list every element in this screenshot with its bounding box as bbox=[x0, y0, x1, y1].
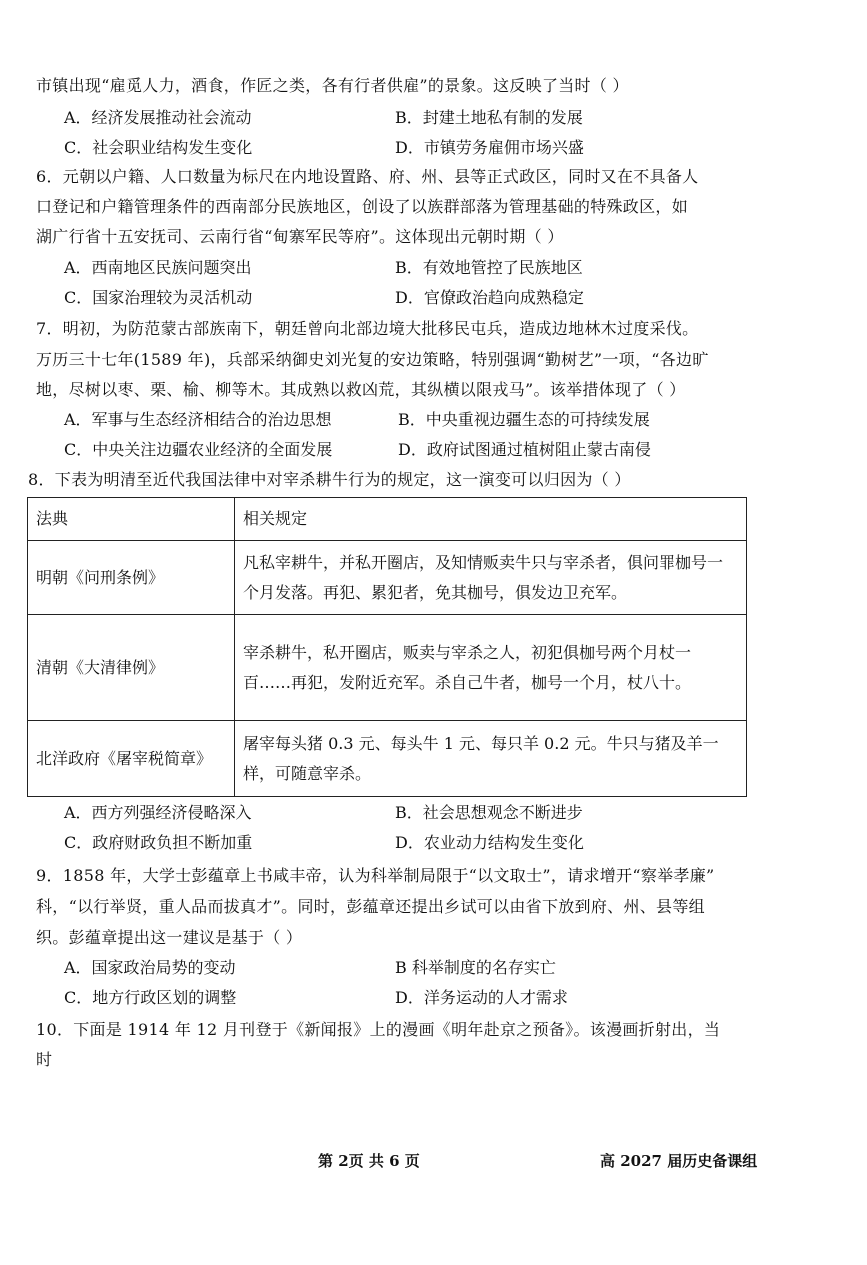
q6-stem-line-1: 6．元朝以户籍、人口数量为标尺在内地设置路、府、州、县等正式政区，同时又在不具备人 bbox=[36, 167, 699, 186]
page-number: 第 2页 共 6 页 bbox=[318, 1152, 420, 1170]
q9-option-d: D．洋务运动的人才需求 bbox=[395, 988, 568, 1007]
q8-stem: 8．下表为明清至近代我国法律中对宰杀耕牛行为的规定，这一演变可以归因为（ ） bbox=[28, 470, 631, 489]
q7-option-d: D．政府试图通过植树阻止蒙古南侵 bbox=[398, 440, 651, 459]
q5-stem: 市镇出现“雇觅人力，酒食，作匠之类，各有行者供雇”的景象。这反映了当时（ ） bbox=[36, 76, 629, 95]
table-cell-rule: 屠宰每头猪 0.3 元、每头牛 1 元、每只羊 0.2 元。牛只与猪及羊一样，可随意宰杀。 bbox=[235, 721, 747, 797]
q6-stem-line-2: 口登记和户籍管理条件的西南部分民族地区，创设了以族群部落为管理基础的特殊政区，如 bbox=[36, 197, 689, 216]
q7-option-b: B．中央重视边疆生态的可持续发展 bbox=[398, 410, 650, 429]
footer-group: 高 2027 届历史备课组 bbox=[600, 1152, 758, 1170]
table-cell-code: 北洋政府《屠宰税简章》 bbox=[28, 721, 235, 797]
q5-option-c: C．社会职业结构发生变化 bbox=[64, 138, 253, 157]
q6-option-a: A．西南地区民族问题突出 bbox=[64, 258, 252, 277]
q7-stem-line-2: 万历三十七年(1589 年)，兵部采纳御史刘光复的安边策略，特别强调“勤树艺”一项，“各边旷 bbox=[36, 350, 709, 369]
q6-option-d: D．官僚政治趋向成熟稳定 bbox=[395, 288, 584, 307]
q9-stem-line-2: 科，“以行举贤，重人品而拔真才”。同时，彭蕴章还提出乡试可以由省下放到府、州、县等组 bbox=[36, 897, 705, 916]
q7-stem-line-1: 7．明初，为防范蒙古部族南下，朝廷曾向北部边境大批移民屯兵，造成边地林木过度采伐。 bbox=[36, 319, 699, 338]
q8-option-b: B．社会思想观念不断进步 bbox=[395, 803, 583, 822]
table-row bbox=[28, 541, 747, 615]
table-row bbox=[28, 721, 747, 797]
q6-stem-line-3: 湖广行省十五安抚司、云南行省“甸寨军民等府”。这体现出元朝时期（ ） bbox=[36, 227, 564, 246]
q9-stem-line-1: 9．1858 年，大学士彭蕴章上书咸丰帝，认为科举制局限于“以文取士”，请求增开“察举孝廉” bbox=[36, 866, 715, 885]
q9-option-c: C．地方行政区划的调整 bbox=[64, 988, 237, 1007]
q6-option-c: C．国家治理较为灵活机动 bbox=[64, 288, 253, 307]
q8-option-c: C．政府财政负担不断加重 bbox=[64, 833, 253, 852]
table-cell-code: 清朝《大清律例》 bbox=[28, 615, 235, 721]
table-cell-code: 明朝《问刑条例》 bbox=[28, 541, 235, 615]
q8-option-a: A．西方列强经济侵略深入 bbox=[64, 803, 252, 822]
q9-option-b: B 科举制度的名存实亡 bbox=[395, 958, 556, 977]
table-row bbox=[28, 615, 747, 721]
q7-option-a: A．军事与生态经济相结合的治边思想 bbox=[64, 410, 332, 429]
q5-option-a: A．经济发展推动社会流动 bbox=[64, 108, 252, 127]
q6-option-b: B．有效地管控了民族地区 bbox=[395, 258, 583, 277]
q10-stem-line-1: 10．下面是 1914 年 12 月刊登于《新闻报》上的漫画《明年赴京之预备》。该漫画折射出，当 bbox=[36, 1020, 721, 1039]
q7-option-c: C．中央关注边疆农业经济的全面发展 bbox=[64, 440, 333, 459]
q7-stem-line-3: 地，尽树以枣、栗、榆、柳等木。其成熟以救凶荒，其纵横以限戎马”。该举措体现了（ ） bbox=[36, 380, 686, 399]
table-header-rule: 相关规定 bbox=[235, 498, 747, 541]
law-table bbox=[27, 497, 747, 797]
q10-stem-line-2: 时 bbox=[36, 1050, 53, 1069]
q8-option-d: D．农业动力结构发生变化 bbox=[395, 833, 584, 852]
q9-stem-line-3: 织。彭蕴章提出这一建议是基于（ ） bbox=[36, 928, 303, 947]
q9-option-a: A．国家政治局势的变动 bbox=[64, 958, 236, 977]
q5-option-b: B．封建土地私有制的发展 bbox=[395, 108, 583, 127]
table-cell-rule: 宰杀耕牛，私开圈店，贩卖与宰杀之人，初犯俱枷号两个月杖一百……再犯，发附近充军。杀自己牛者，枷号一个月，杖八十。 bbox=[235, 615, 747, 721]
q5-option-d: D．市镇劳务雇佣市场兴盛 bbox=[395, 138, 584, 157]
table-header-row bbox=[28, 498, 747, 541]
table-header-code: 法典 bbox=[28, 498, 235, 541]
table-cell-rule: 凡私宰耕牛，并私开圈店，及知情贩卖牛只与宰杀者，俱问罪枷号一个月发落。再犯、累犯者，免其枷号，俱发边卫充军。 bbox=[235, 541, 747, 615]
